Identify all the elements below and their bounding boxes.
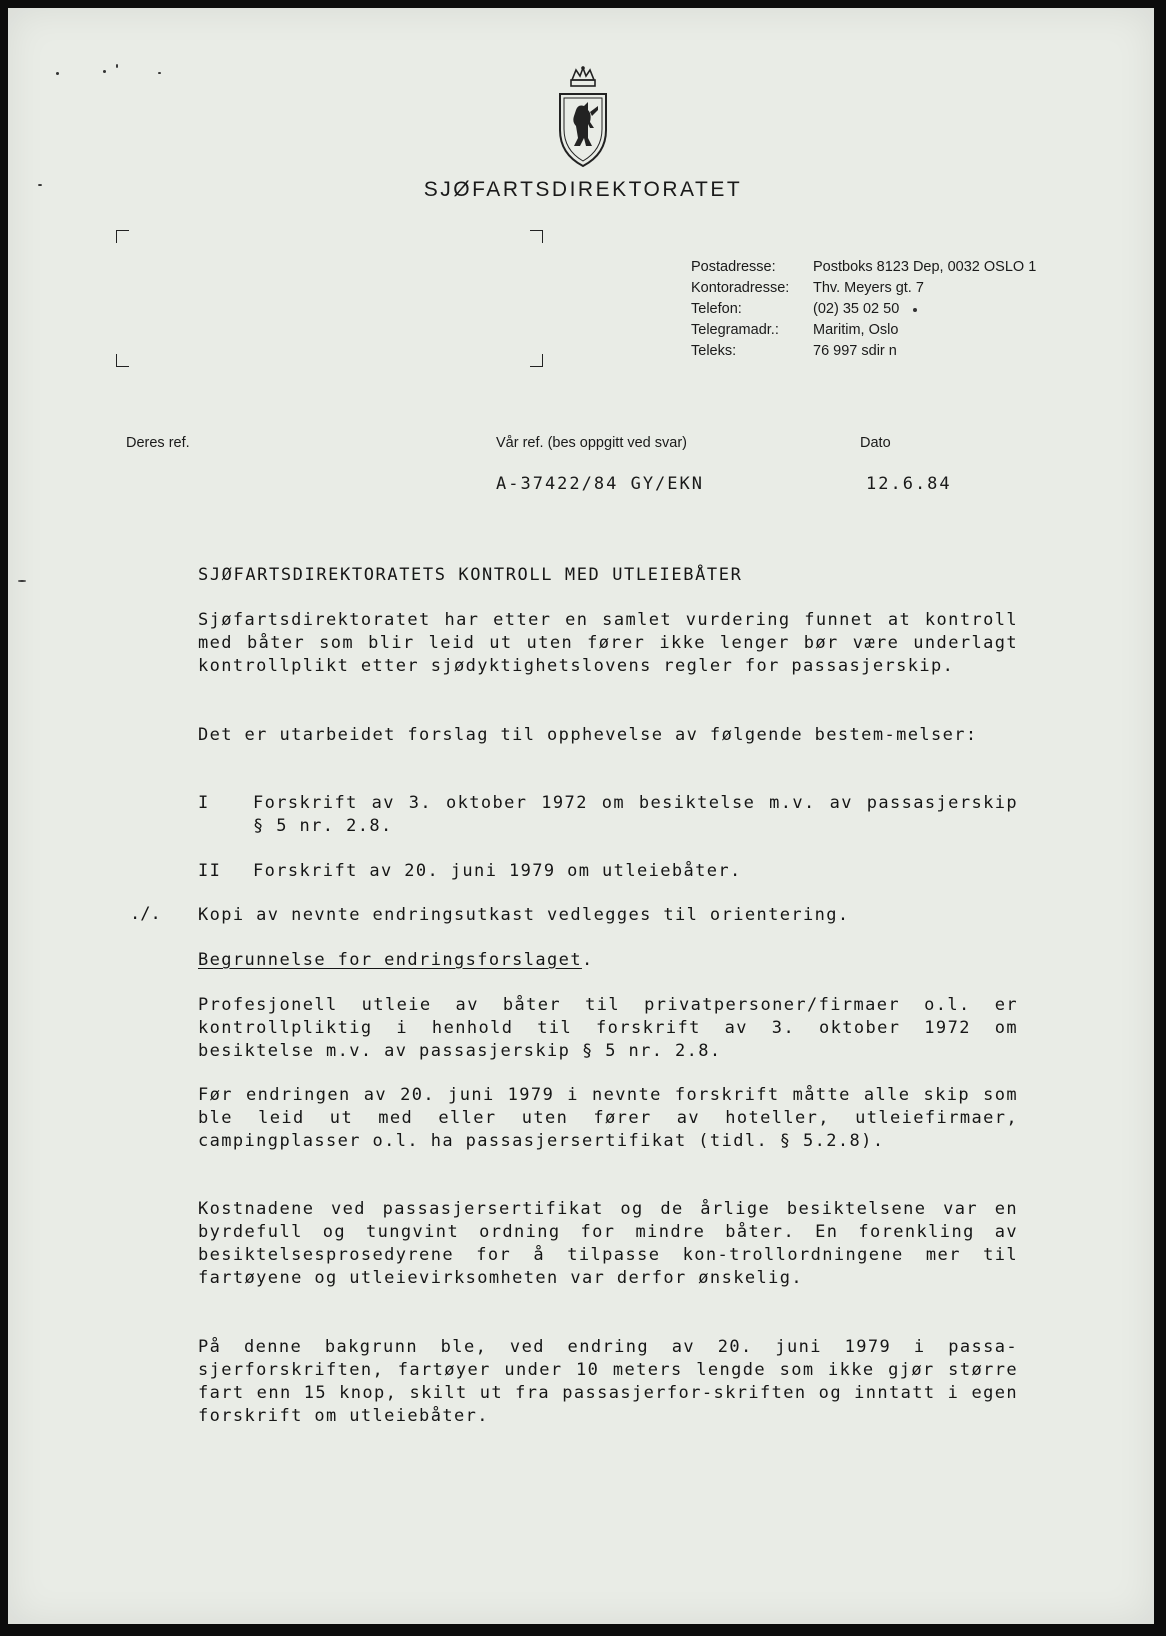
contact-value: (02) 35 02 50 (813, 301, 900, 317)
contact-value: Postboks 8123 Dep, 0032 OSLO 1 (813, 259, 1037, 275)
window-corner-top-right (530, 230, 543, 243)
var-ref-value: A-37422/84 GY/EKN (496, 474, 704, 494)
scan-speck (18, 580, 26, 582)
agency-name: SJØFARTSDIREKTORATET (423, 178, 743, 201)
scan-speck (913, 308, 917, 312)
scan-speck (116, 64, 118, 68)
contact-row-phone (691, 299, 1036, 320)
contact-label: Telefon: (691, 301, 742, 317)
section-heading-line (198, 949, 594, 972)
letter-page (8, 8, 1154, 1624)
deres-ref-label: Deres ref. (126, 435, 190, 451)
dato-label: Dato (860, 435, 891, 451)
scan-speck (158, 72, 161, 74)
contact-value: 76 997 sdir n (813, 343, 897, 359)
list-number: I (198, 793, 210, 813)
var-ref-label: Vår ref. (bes oppgitt ved svar) (496, 435, 687, 451)
contact-label: Postadresse: (691, 259, 776, 275)
paragraph-4: Profesjonell utleie av båter til privatpersoner/firmaer o.l. er kontrollpliktig i henhold til forskrift av 3. oktober 1972 om besiktelse m.v. av passasjerskip § 5 nr. 2.8. (198, 995, 1018, 1061)
paragraph-3: Kopi av nevnte endringsutkast vedlegges til orientering. (198, 905, 850, 925)
window-corner-top-left (116, 230, 129, 243)
list-item-text: Forskrift av 20. juni 1979 om utleiebåter. (253, 861, 742, 881)
paragraph-5: Før endringen av 20. juni 1979 i nevnte forskrift måtte alle skip som ble leid ut med eller uten fører av hoteller, utleiefirmaer, campingplasser o.l. ha passasjersertifikat (tidl. § 5.2.8). (198, 1085, 1018, 1151)
scan-speck (38, 184, 42, 186)
paragraph-6: Kostnadene ved passasjersertifikat og de årlige besiktelsene var en byrdefull og tungvint ordning for mindre båter. En forenkling av besiktelsesprosedyrene for å tilpasse kon-trollordningene mer til fartøyene og utleievirksomheten var derfor ønskelig. (198, 1199, 1018, 1288)
section-heading: Begrunnelse for endringsforslaget (198, 950, 582, 970)
paragraph-1: Sjøfartsdirektoratet har etter en samlet vurdering funnet at kontroll med båter som blir leid ut uten fører ikke lenger bør være underlagt kontrollplikt etter sjødyktighetslovens regler for passasjerskip. (198, 610, 1018, 676)
contact-row-post (691, 257, 1036, 278)
letter-title: SJØFARTSDIREKTORATETS KONTROLL MED UTLEIEBÅTER (198, 565, 743, 585)
contact-label: Telegramadr.: (691, 322, 779, 338)
section-heading-period: . (581, 950, 594, 970)
coat-of-arms-icon (554, 66, 612, 168)
list-item-text: Forskrift av 3. oktober 1972 om besiktelse m.v. av passasjerskip § 5 nr. 2.8. (253, 793, 1018, 836)
contact-value: Thv. Meyers gt. 7 (813, 280, 924, 296)
contact-row-telegram (691, 320, 1036, 341)
scan-speck (103, 70, 106, 73)
list-number: II (198, 861, 222, 881)
contact-row-telex (691, 341, 1036, 362)
contact-value: Maritim, Oslo (813, 322, 899, 338)
window-corner-bottom-left (116, 354, 129, 367)
contact-label: Teleks: (691, 343, 737, 359)
contact-block (691, 257, 1036, 362)
contact-row-office (691, 278, 1036, 299)
paragraph-7: På denne bakgrunn ble, ved endring av 20. juni 1979 i passa-sjerforskriften, fartøyer under 10 meters lengde som ikke gjør større fart enn 15 knop, skilt ut fra passasjerfor-skriften og inntatt i egen forskrift om utleiebåter. (198, 1337, 1018, 1426)
paragraph-2: Det er utarbeidet forslag til opphevelse av følgende bestem-melser: (198, 725, 978, 745)
dato-value: 12.6.84 (866, 474, 952, 494)
enclosure-mark: ./. (130, 904, 161, 924)
window-corner-bottom-right (530, 354, 543, 367)
contact-label: Kontoradresse: (691, 280, 790, 296)
scan-speck (56, 72, 59, 75)
